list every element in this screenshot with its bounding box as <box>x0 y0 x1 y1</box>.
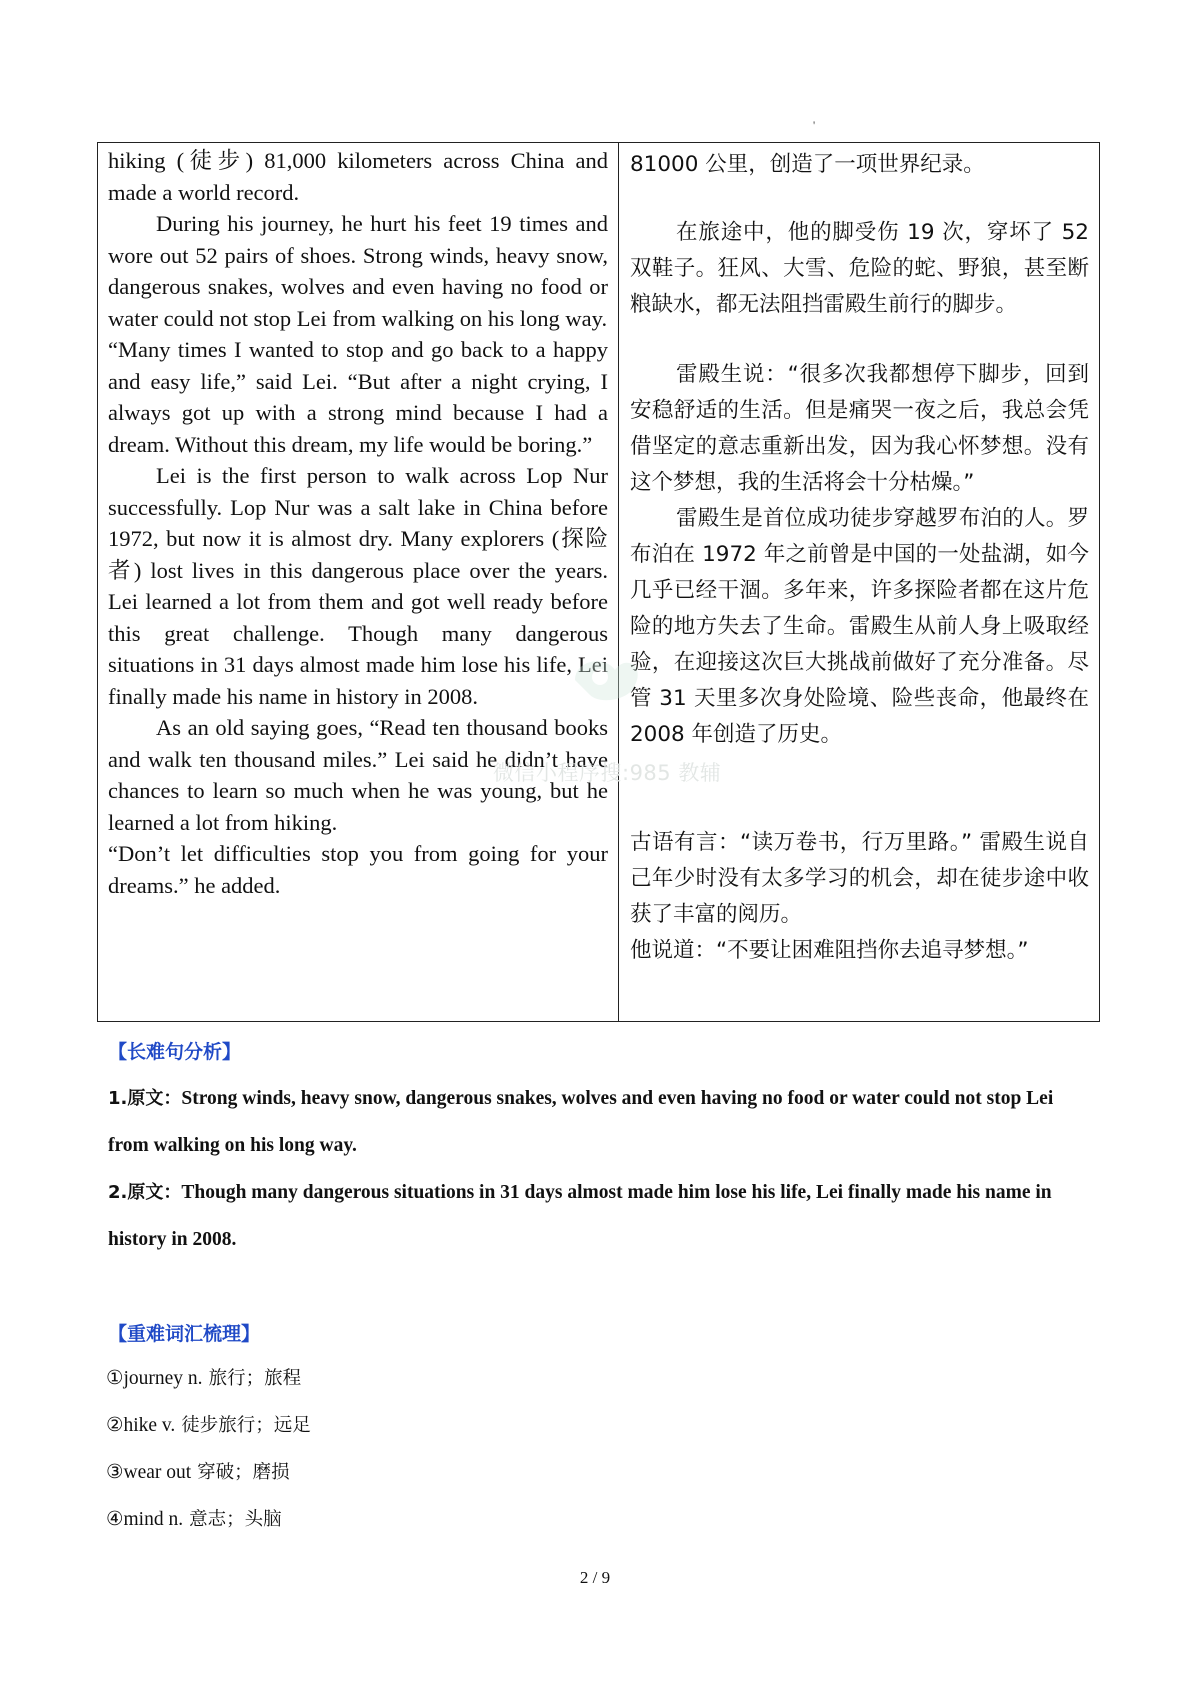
vocab-term-1: ①journey n. <box>106 1368 203 1389</box>
english-paragraph-5: As an old saying goes, “Read ten thousand books and walk ten thousand miles.” Lei said he didn’t have chances to learn so much when he was young, but he learned a lot from hiking. <box>108 715 608 835</box>
vocab-meaning-4: 意志；头脑 <box>189 1509 282 1530</box>
vocab-meaning-1: 旅行；旅程 <box>208 1368 302 1389</box>
vocabulary-heading: 【重难词汇梳理】 <box>108 1323 261 1345</box>
vocab-term-4: ④mind n. <box>106 1509 184 1530</box>
chinese-paragraph-5: 古语有言：“读万卷书，行万里路。” 雷殿生说自己年少时没有太多学习的机会，却在徒步途中收获了丰富的阅历。 <box>630 830 1089 927</box>
chinese-paragraph-1: 81000 公里，创造了一项世界纪录。 <box>630 152 985 177</box>
analysis-item-1 <box>108 1075 1098 1169</box>
sentence-analysis-heading: 【长难句分析】 <box>108 1041 242 1063</box>
english-column <box>98 143 619 1022</box>
chinese-column <box>619 143 1100 1022</box>
vocab-meaning-2: 徒步旅行；远足 <box>181 1415 311 1436</box>
chinese-paragraph-6: 他说道：“不要让困难阻挡你去追寻梦想。” <box>630 938 1029 963</box>
vocab-item-3 <box>106 1461 290 1485</box>
vocab-item-4 <box>106 1508 282 1532</box>
english-paragraph-4: Lei is the first person to walk across Lop Nur successfully. Lop Nur was a salt lake in China before 1972, but now it is almost dry. Many explorers (探险者) lost lives in this dangerous place over the years. Lei learned a lot from them and got well ready before this great challenge. Though many dangerous situations in 31 days almost made him lose his life, Lei finally made his name in history in 2008. <box>108 463 608 709</box>
header-mark: ' <box>813 118 816 132</box>
vocab-item-2 <box>106 1414 311 1438</box>
vocab-meaning-3: 穿破；磨损 <box>197 1462 290 1483</box>
chinese-paragraph-2: 在旅途中，他的脚受伤 19 次，穿坏了 52 双鞋子。狂风、大雪、危险的蛇、野狼，甚至断粮缺水，都无法阻挡雷殿生前行的脚步。 <box>630 220 1089 317</box>
page-number: 2 / 9 <box>579 1568 611 1587</box>
watermark-logo-icon <box>560 645 650 715</box>
analysis-item-2-label: 2.原文： <box>108 1182 182 1203</box>
bilingual-table <box>97 142 1100 1022</box>
english-paragraph-3: “Many times I wanted to stop and go back to a happy and easy life,” said Lei. “But after a night crying, I always got up with a strong mind because I had a dream. Without this dream, my life would be boring.” <box>108 337 608 457</box>
chinese-paragraph-4: 雷殿生是首位成功徒步穿越罗布泊的人。罗布泊在 1972 年之前曾是中国的一处盐湖，如今几乎已经干涸。多年来，许多探险者都在这片危险的地方失去了生命。雷殿生从前人身上吸取经验，在迎接这次巨大挑战前做好了充分准备。尽管 31 天里多次身处险境、险些丧命，他最终在 2008 年创造了历史。 <box>630 506 1089 747</box>
chinese-paragraph-3: 雷殿生说：“很多次我都想停下脚步，回到安稳舒适的生活。但是痛哭一夜之后，我总会凭借坚定的意志重新出发，因为我心怀梦想。没有这个梦想，我的生活将会十分枯燥。” <box>630 362 1089 495</box>
watermark-text: 微信小程序搜:985 教辅 <box>493 761 722 785</box>
english-paragraph-2: During his journey, he hurt his feet 19 times and wore out 52 pairs of shoes. Strong winds, heavy snow, dangerous snakes, wolves and even having no food or water could not stop Lei from walking on his long way. <box>108 211 608 331</box>
english-paragraph-6: “Don’t let difficulties stop you from going for your dreams.” he added. <box>108 841 608 898</box>
vocab-term-3: ③wear out <box>106 1462 192 1483</box>
vocab-term-2: ②hike v. <box>106 1415 176 1436</box>
english-paragraph-1: hiking (徒步) 81,000 kilometers across China and made a world record. <box>108 148 608 205</box>
analysis-item-2-text: Though many dangerous situations in 31 days almost made him lose his life, Lei finally made his name in history in 2008. <box>108 1182 1052 1250</box>
analysis-item-1-text: Strong winds, heavy snow, dangerous snakes, wolves and even having no food or water could not stop Lei from walking on his long way. <box>108 1088 1054 1156</box>
analysis-item-2 <box>108 1169 1098 1263</box>
analysis-item-1-label: 1.原文： <box>108 1088 182 1109</box>
vocab-item-1 <box>106 1367 301 1391</box>
